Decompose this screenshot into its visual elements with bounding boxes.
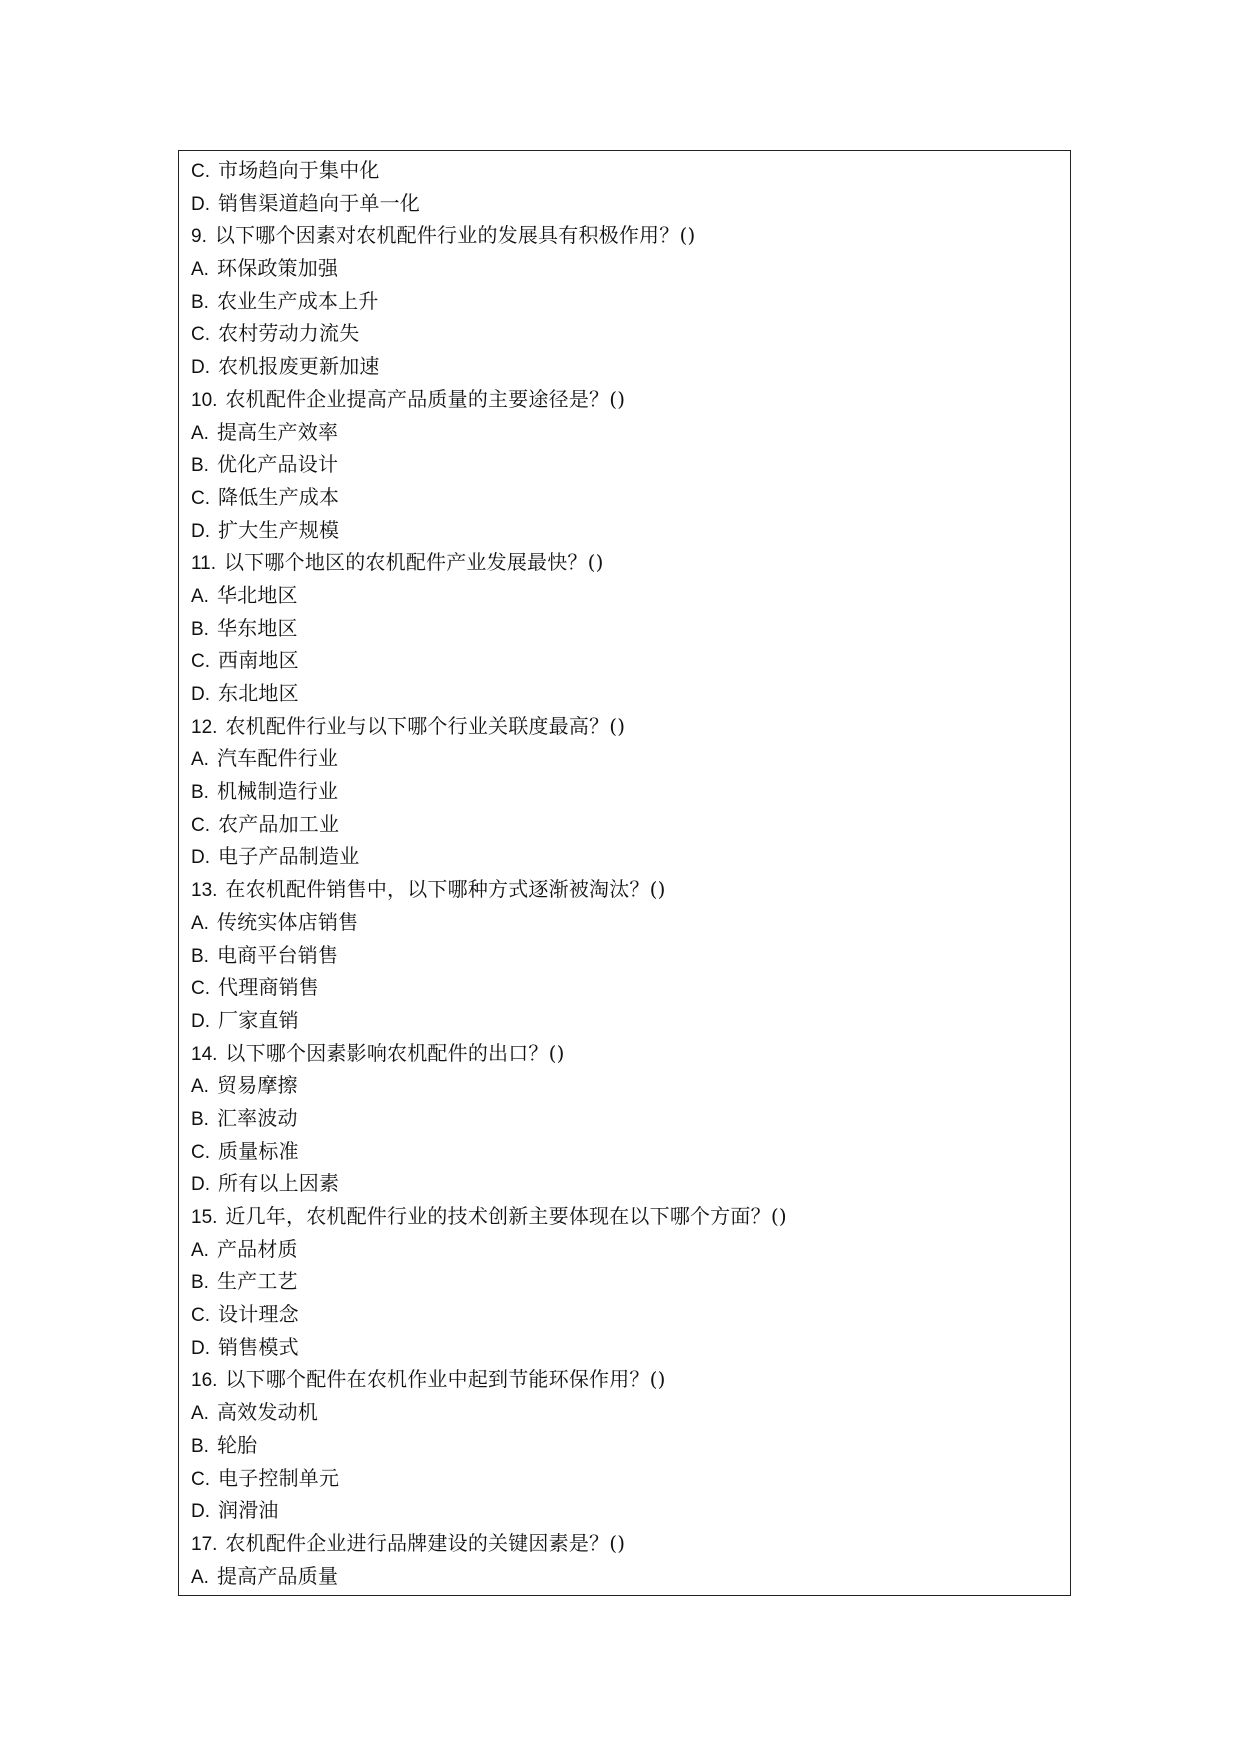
line-label: C. — [191, 324, 210, 346]
line-label: A. — [191, 585, 209, 607]
line-label: C. — [191, 1141, 210, 1163]
option-line — [191, 612, 1058, 645]
line-text: 机械制造行业 — [216, 779, 339, 804]
option-line — [191, 1004, 1058, 1037]
line-text: 销售渠道趋向于单一化 — [218, 190, 420, 215]
line-label: A. — [191, 1239, 209, 1261]
line-text: 以下哪个配件在农机作业中起到节能环保作用？() — [225, 1367, 666, 1392]
question-line — [191, 546, 1058, 579]
line-text: 生产工艺 — [216, 1269, 298, 1294]
line-label: C. — [191, 978, 210, 1000]
question-line — [191, 383, 1058, 416]
option-line — [191, 285, 1058, 318]
line-text: 农村劳动力流失 — [218, 321, 360, 346]
option-line — [191, 317, 1058, 350]
line-label: D. — [191, 1010, 210, 1032]
line-label: B. — [191, 1435, 209, 1457]
option-line — [191, 448, 1058, 481]
line-text: 设计理念 — [218, 1302, 299, 1327]
line-text: 华北地区 — [216, 582, 298, 607]
option-line — [191, 1494, 1058, 1527]
line-text: 农机配件企业进行品牌建设的关键因素是？() — [225, 1530, 626, 1555]
question-line — [191, 873, 1058, 906]
option-line — [191, 154, 1058, 187]
line-text: 优化产品设计 — [216, 452, 339, 477]
line-label: C. — [191, 487, 210, 509]
line-label: B. — [191, 618, 209, 640]
line-text: 润滑油 — [218, 1498, 279, 1523]
option-line — [191, 1135, 1058, 1168]
option-line — [191, 350, 1058, 383]
line-text: 近几年，农机配件行业的技术创新主要体现在以下哪个方面？() — [225, 1204, 787, 1228]
line-label: C. — [191, 1468, 210, 1490]
option-line — [191, 742, 1058, 775]
option-line — [191, 579, 1058, 612]
line-label: B. — [191, 945, 209, 967]
line-text: 农产品加工业 — [218, 811, 340, 836]
option-line — [191, 416, 1058, 449]
line-label: C. — [191, 161, 210, 182]
option-line — [191, 906, 1058, 939]
line-text: 销售模式 — [218, 1334, 299, 1359]
line-text: 贸易摩擦 — [216, 1073, 298, 1098]
option-line — [191, 840, 1058, 873]
line-text: 电子产品制造业 — [218, 844, 360, 869]
line-text: 电商平台销售 — [216, 942, 339, 967]
line-text: 代理商销售 — [218, 975, 319, 1000]
option-line — [191, 1396, 1058, 1429]
line-text: 东北地区 — [218, 681, 299, 705]
question-line — [191, 1037, 1058, 1070]
question-line — [191, 219, 1058, 252]
line-label: B. — [191, 782, 209, 804]
line-label: B. — [191, 1108, 209, 1130]
question-box — [178, 150, 1071, 1596]
line-label: A. — [191, 422, 209, 444]
line-label: 12. — [191, 716, 218, 738]
option-line — [191, 1331, 1058, 1364]
line-text: 产品材质 — [216, 1236, 298, 1261]
line-label: A. — [191, 1403, 209, 1425]
line-text: 农机配件企业提高产品质量的主要途径是？() — [225, 386, 626, 411]
option-line — [191, 1462, 1058, 1495]
option-line — [191, 1265, 1058, 1298]
line-label: 13. — [191, 880, 218, 902]
option-line — [191, 1560, 1058, 1593]
line-text: 扩大生产规模 — [218, 517, 340, 542]
line-text: 传统实体店销售 — [216, 909, 359, 934]
line-text: 汽车配件行业 — [216, 746, 339, 771]
option-line — [191, 644, 1058, 677]
line-label: D. — [191, 1337, 210, 1359]
line-label: A. — [191, 1566, 209, 1588]
question-line — [191, 1527, 1058, 1560]
line-text: 市场趋向于集中化 — [218, 158, 380, 182]
line-text: 以下哪个地区的农机配件产业发展最快？() — [224, 550, 604, 575]
line-text: 华东地区 — [216, 615, 298, 640]
line-label: D. — [191, 520, 210, 542]
line-text: 提高产品质量 — [216, 1563, 339, 1588]
line-label: 15. — [191, 1207, 218, 1228]
line-label: A. — [191, 259, 209, 281]
line-label: A. — [191, 749, 209, 771]
option-line — [191, 481, 1058, 514]
line-label: 11. — [191, 553, 217, 575]
line-label: D. — [191, 193, 210, 215]
line-text: 轮胎 — [216, 1432, 258, 1457]
option-line — [191, 808, 1058, 841]
line-label: C. — [191, 651, 210, 673]
line-label: C. — [191, 1305, 210, 1327]
question-line — [191, 1363, 1058, 1396]
line-label: B. — [191, 291, 209, 313]
option-line — [191, 1429, 1058, 1462]
line-label: C. — [191, 814, 210, 836]
line-text: 农机配件行业与以下哪个行业关联度最高？() — [225, 713, 626, 738]
line-text: 农业生产成本上升 — [216, 288, 379, 313]
line-label: D. — [191, 1174, 210, 1196]
option-line — [191, 252, 1058, 285]
option-line — [191, 1298, 1058, 1331]
line-label: 14. — [191, 1043, 218, 1065]
option-line — [191, 1233, 1058, 1266]
line-text: 环保政策加强 — [216, 256, 339, 281]
option-line — [191, 939, 1058, 972]
option-line — [191, 514, 1058, 547]
line-label: D. — [191, 1501, 210, 1523]
question-list — [191, 154, 1058, 1592]
line-label: D. — [191, 684, 210, 705]
line-text: 所有以上因素 — [218, 1171, 340, 1196]
line-text: 降低生产成本 — [218, 484, 340, 509]
line-label: D. — [191, 847, 210, 869]
option-line — [191, 1069, 1058, 1102]
option-line — [191, 677, 1058, 710]
question-line — [191, 1200, 1058, 1233]
line-label: B. — [191, 1272, 209, 1294]
line-text: 西南地区 — [218, 648, 299, 673]
line-label: A. — [191, 912, 209, 934]
line-label: 16. — [191, 1370, 218, 1392]
option-line — [191, 971, 1058, 1004]
line-label: 9. — [191, 226, 207, 248]
option-line — [191, 1167, 1058, 1200]
question-line — [191, 710, 1058, 743]
line-text: 提高生产效率 — [216, 419, 339, 444]
option-line — [191, 1102, 1058, 1135]
line-text: 高效发动机 — [216, 1400, 318, 1425]
option-line — [191, 775, 1058, 808]
line-text: 厂家直销 — [218, 1007, 299, 1032]
line-text: 以下哪个因素影响农机配件的出口？() — [225, 1040, 565, 1065]
line-label: B. — [191, 455, 209, 477]
line-label: 17. — [191, 1533, 218, 1555]
option-line — [191, 187, 1058, 220]
line-text: 质量标准 — [218, 1138, 299, 1163]
line-text: 以下哪个因素对农机配件行业的发展具有积极作用？() — [214, 223, 696, 248]
line-text: 电子控制单元 — [218, 1465, 340, 1490]
line-text: 在农机配件销售中，以下哪种方式逐渐被淘汰？() — [225, 877, 666, 902]
line-label: A. — [191, 1076, 209, 1098]
line-label: 10. — [191, 389, 218, 411]
line-text: 农机报废更新加速 — [218, 354, 380, 379]
line-text: 汇率波动 — [216, 1105, 298, 1130]
line-label: D. — [191, 357, 210, 379]
